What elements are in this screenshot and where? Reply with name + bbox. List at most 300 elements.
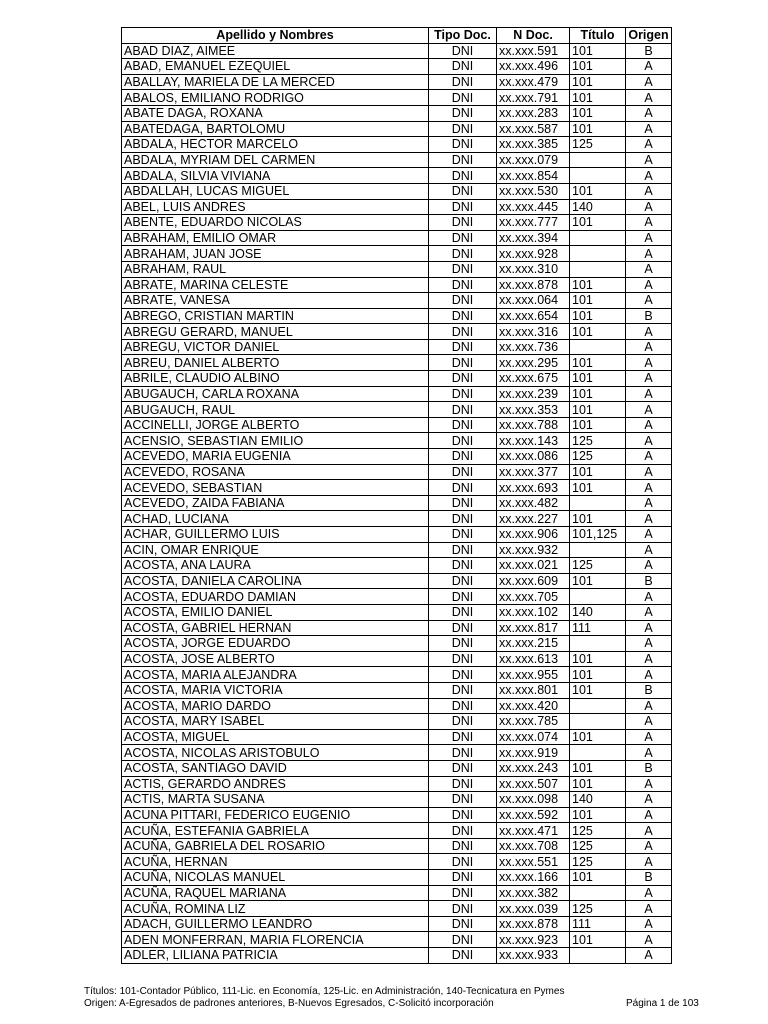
tipo-doc-cell: DNI <box>429 183 497 199</box>
n-doc-cell: xx.xxx.854 <box>497 168 570 184</box>
roster-body <box>122 43 672 963</box>
tipo-doc-cell: DNI <box>429 480 497 496</box>
origen-cell: A <box>626 714 672 730</box>
table-row <box>122 527 672 543</box>
titulo-cell: 101 <box>570 43 626 59</box>
n-doc-cell: xx.xxx.791 <box>497 90 570 106</box>
n-doc-cell: xx.xxx.215 <box>497 636 570 652</box>
name-cell: ADEN MONFERRAN, MARIA FLORENCIA <box>122 932 429 948</box>
n-doc-cell: xx.xxx.932 <box>497 542 570 558</box>
origen-cell: A <box>626 324 672 340</box>
titulo-cell: 125 <box>570 901 626 917</box>
n-doc-cell: xx.xxx.471 <box>497 823 570 839</box>
tipo-doc-cell: DNI <box>429 105 497 121</box>
name-cell: ABREGU, VICTOR DANIEL <box>122 339 429 355</box>
table-row <box>122 59 672 75</box>
table-row <box>122 433 672 449</box>
tipo-doc-cell: DNI <box>429 495 497 511</box>
titulo-cell: 101 <box>570 417 626 433</box>
origen-cell: A <box>626 449 672 465</box>
name-cell: ACUÑA, GABRIELA DEL ROSARIO <box>122 838 429 854</box>
n-doc-cell: xx.xxx.316 <box>497 324 570 340</box>
n-doc-cell: xx.xxx.923 <box>497 932 570 948</box>
titulo-cell: 101 <box>570 277 626 293</box>
name-cell: ABAD DIAZ, AIMEE <box>122 43 429 59</box>
name-cell: ACOSTA, ANA LAURA <box>122 558 429 574</box>
table-row <box>122 573 672 589</box>
n-doc-cell: xx.xxx.817 <box>497 620 570 636</box>
origen-cell: B <box>626 43 672 59</box>
tipo-doc-cell: DNI <box>429 823 497 839</box>
name-cell: ABENTE, EDUARDO NICOLAS <box>122 215 429 231</box>
titulo-cell: 111 <box>570 620 626 636</box>
table-row <box>122 121 672 137</box>
header-titulo: Título <box>570 28 626 44</box>
name-cell: ABDALA, MYRIAM DEL CARMEN <box>122 152 429 168</box>
n-doc-cell: xx.xxx.382 <box>497 885 570 901</box>
origen-cell: A <box>626 776 672 792</box>
table-row <box>122 402 672 418</box>
name-cell: ACOSTA, MARIA ALEJANDRA <box>122 667 429 683</box>
name-cell: ABDALA, HECTOR MARCELO <box>122 137 429 153</box>
footer-titulos-legend: Títulos: 101-Contador Público, 111-Lic. en Economía, 125-Lic. en Administración, 140-Tecnicatura en Pymes <box>84 986 565 997</box>
table-row <box>122 105 672 121</box>
table-row <box>122 293 672 309</box>
titulo-cell <box>570 698 626 714</box>
tipo-doc-cell: DNI <box>429 745 497 761</box>
tipo-doc-cell: DNI <box>429 682 497 698</box>
origen-cell: A <box>626 168 672 184</box>
origen-cell: A <box>626 371 672 387</box>
tipo-doc-cell: DNI <box>429 215 497 231</box>
origen-cell: A <box>626 215 672 231</box>
table-row <box>122 324 672 340</box>
origen-cell: A <box>626 355 672 371</box>
tipo-doc-cell: DNI <box>429 371 497 387</box>
tipo-doc-cell: DNI <box>429 636 497 652</box>
name-cell: ABRILE, CLAUDIO ALBINO <box>122 371 429 387</box>
header-n-doc: N Doc. <box>497 28 570 44</box>
titulo-cell: 101 <box>570 667 626 683</box>
header-row <box>122 28 672 44</box>
titulo-cell: 125 <box>570 558 626 574</box>
table-row <box>122 823 672 839</box>
titulo-cell: 125 <box>570 137 626 153</box>
table-row <box>122 651 672 667</box>
table-row <box>122 838 672 854</box>
origen-cell: A <box>626 558 672 574</box>
n-doc-cell: xx.xxx.064 <box>497 293 570 309</box>
table-row <box>122 511 672 527</box>
titulo-cell: 101 <box>570 682 626 698</box>
n-doc-cell: xx.xxx.587 <box>497 121 570 137</box>
titulo-cell: 101 <box>570 932 626 948</box>
n-doc-cell: xx.xxx.445 <box>497 199 570 215</box>
name-cell: ACEVEDO, ROSANA <box>122 464 429 480</box>
origen-cell: A <box>626 916 672 932</box>
origen-cell: A <box>626 105 672 121</box>
name-cell: ACHAD, LUCIANA <box>122 511 429 527</box>
table-row <box>122 714 672 730</box>
table-row <box>122 183 672 199</box>
titulo-cell: 101 <box>570 74 626 90</box>
tipo-doc-cell: DNI <box>429 698 497 714</box>
titulo-cell: 101 <box>570 308 626 324</box>
name-cell: ACTIS, MARTA SUSANA <box>122 792 429 808</box>
origen-cell: A <box>626 480 672 496</box>
table-row <box>122 901 672 917</box>
n-doc-cell: xx.xxx.507 <box>497 776 570 792</box>
origen-cell: A <box>626 402 672 418</box>
tipo-doc-cell: DNI <box>429 573 497 589</box>
n-doc-cell: xx.xxx.166 <box>497 870 570 886</box>
table-row <box>122 745 672 761</box>
origen-cell: A <box>626 495 672 511</box>
name-cell: ABRATE, MARINA CELESTE <box>122 277 429 293</box>
n-doc-cell: xx.xxx.283 <box>497 105 570 121</box>
n-doc-cell: xx.xxx.102 <box>497 604 570 620</box>
titulo-cell <box>570 542 626 558</box>
tipo-doc-cell: DNI <box>429 355 497 371</box>
header-apellido-nombres: Apellido y Nombres <box>122 28 429 44</box>
table-row <box>122 792 672 808</box>
table-row <box>122 43 672 59</box>
titulo-cell: 101,125 <box>570 527 626 543</box>
titulo-cell: 125 <box>570 449 626 465</box>
name-cell: ABUGAUCH, CARLA ROXANA <box>122 386 429 402</box>
name-cell: ABREU, DANIEL ALBERTO <box>122 355 429 371</box>
name-cell: ACOSTA, DANIELA CAROLINA <box>122 573 429 589</box>
name-cell: ACENSIO, SEBASTIAN EMILIO <box>122 433 429 449</box>
tipo-doc-cell: DNI <box>429 277 497 293</box>
n-doc-cell: xx.xxx.801 <box>497 682 570 698</box>
table-row <box>122 667 672 683</box>
tipo-doc-cell: DNI <box>429 885 497 901</box>
table-row <box>122 558 672 574</box>
name-cell: ABRAHAM, RAUL <box>122 261 429 277</box>
table-row <box>122 168 672 184</box>
tipo-doc-cell: DNI <box>429 776 497 792</box>
n-doc-cell: xx.xxx.654 <box>497 308 570 324</box>
table-row <box>122 137 672 153</box>
name-cell: ABUGAUCH, RAUL <box>122 402 429 418</box>
tipo-doc-cell: DNI <box>429 246 497 262</box>
origen-cell: A <box>626 620 672 636</box>
table-row <box>122 480 672 496</box>
n-doc-cell: xx.xxx.021 <box>497 558 570 574</box>
table-row <box>122 948 672 964</box>
tipo-doc-cell: DNI <box>429 511 497 527</box>
table-row <box>122 215 672 231</box>
titulo-cell: 101 <box>570 402 626 418</box>
table-row <box>122 542 672 558</box>
tipo-doc-cell: DNI <box>429 932 497 948</box>
name-cell: ADLER, LILIANA PATRICIA <box>122 948 429 964</box>
table-row <box>122 885 672 901</box>
name-cell: ABDALA, SILVIA VIVIANA <box>122 168 429 184</box>
table-row <box>122 636 672 652</box>
tipo-doc-cell: DNI <box>429 168 497 184</box>
origen-cell: A <box>626 511 672 527</box>
name-cell: ACHAR, GUILLERMO LUIS <box>122 527 429 543</box>
n-doc-cell: xx.xxx.420 <box>497 698 570 714</box>
n-doc-cell: xx.xxx.777 <box>497 215 570 231</box>
table-row <box>122 698 672 714</box>
table-row <box>122 74 672 90</box>
name-cell: ACOSTA, MARY ISABEL <box>122 714 429 730</box>
n-doc-cell: xx.xxx.039 <box>497 901 570 917</box>
n-doc-cell: xx.xxx.928 <box>497 246 570 262</box>
n-doc-cell: xx.xxx.591 <box>497 43 570 59</box>
titulo-cell: 101 <box>570 183 626 199</box>
origen-cell: A <box>626 823 672 839</box>
tipo-doc-cell: DNI <box>429 916 497 932</box>
origen-cell: A <box>626 261 672 277</box>
name-cell: ACEVEDO, MARIA EUGENIA <box>122 449 429 465</box>
table-row <box>122 870 672 886</box>
titulo-cell: 101 <box>570 371 626 387</box>
name-cell: ACCINELLI, JORGE ALBERTO <box>122 417 429 433</box>
n-doc-cell: xx.xxx.394 <box>497 230 570 246</box>
tipo-doc-cell: DNI <box>429 760 497 776</box>
name-cell: ACUÑA, RAQUEL MARIANA <box>122 885 429 901</box>
table-row <box>122 339 672 355</box>
origen-cell: A <box>626 137 672 153</box>
tipo-doc-cell: DNI <box>429 870 497 886</box>
titulo-cell: 101 <box>570 324 626 340</box>
origen-cell: A <box>626 885 672 901</box>
n-doc-cell: xx.xxx.310 <box>497 261 570 277</box>
name-cell: ACOSTA, MIGUEL <box>122 729 429 745</box>
table-row <box>122 854 672 870</box>
titulo-cell: 101 <box>570 760 626 776</box>
n-doc-cell: xx.xxx.227 <box>497 511 570 527</box>
header-origen: Origen <box>626 28 672 44</box>
titulo-cell <box>570 339 626 355</box>
origen-cell: A <box>626 589 672 605</box>
titulo-cell: 101 <box>570 651 626 667</box>
tipo-doc-cell: DNI <box>429 558 497 574</box>
n-doc-cell: xx.xxx.530 <box>497 183 570 199</box>
origen-cell: A <box>626 417 672 433</box>
origen-cell: A <box>626 854 672 870</box>
titulo-cell: 101 <box>570 386 626 402</box>
titulo-cell: 125 <box>570 854 626 870</box>
n-doc-cell: xx.xxx.592 <box>497 807 570 823</box>
origen-cell: A <box>626 433 672 449</box>
titulo-cell <box>570 261 626 277</box>
titulo-cell <box>570 230 626 246</box>
table-row <box>122 932 672 948</box>
tipo-doc-cell: DNI <box>429 137 497 153</box>
origen-cell: A <box>626 932 672 948</box>
titulo-cell: 101 <box>570 464 626 480</box>
table-row <box>122 495 672 511</box>
titulo-cell <box>570 636 626 652</box>
tipo-doc-cell: DNI <box>429 339 497 355</box>
table-row <box>122 371 672 387</box>
name-cell: ACUÑA, ESTEFANIA GABRIELA <box>122 823 429 839</box>
origen-cell: A <box>626 339 672 355</box>
table-row <box>122 199 672 215</box>
tipo-doc-cell: DNI <box>429 948 497 964</box>
origen-cell: A <box>626 74 672 90</box>
name-cell: ACTIS, GERARDO ANDRES <box>122 776 429 792</box>
table-row <box>122 261 672 277</box>
titulo-cell: 101 <box>570 215 626 231</box>
tipo-doc-cell: DNI <box>429 527 497 543</box>
origen-cell: A <box>626 948 672 964</box>
n-doc-cell: xx.xxx.933 <box>497 948 570 964</box>
origen-cell: A <box>626 527 672 543</box>
origen-cell: A <box>626 230 672 246</box>
tipo-doc-cell: DNI <box>429 90 497 106</box>
table-row <box>122 464 672 480</box>
tipo-doc-cell: DNI <box>429 152 497 168</box>
n-doc-cell: xx.xxx.736 <box>497 339 570 355</box>
n-doc-cell: xx.xxx.377 <box>497 464 570 480</box>
tipo-doc-cell: DNI <box>429 854 497 870</box>
titulo-cell <box>570 495 626 511</box>
titulo-cell: 140 <box>570 604 626 620</box>
n-doc-cell: xx.xxx.878 <box>497 916 570 932</box>
table-row <box>122 776 672 792</box>
name-cell: ACIN, OMAR ENRIQUE <box>122 542 429 558</box>
name-cell: ACUÑA, HERNAN <box>122 854 429 870</box>
name-cell: ADACH, GUILLERMO LEANDRO <box>122 916 429 932</box>
n-doc-cell: xx.xxx.074 <box>497 729 570 745</box>
table-row <box>122 589 672 605</box>
titulo-cell <box>570 152 626 168</box>
origen-cell: A <box>626 464 672 480</box>
n-doc-cell: xx.xxx.239 <box>497 386 570 402</box>
tipo-doc-cell: DNI <box>429 792 497 808</box>
n-doc-cell: xx.xxx.906 <box>497 527 570 543</box>
titulo-cell: 101 <box>570 573 626 589</box>
titulo-cell: 140 <box>570 792 626 808</box>
name-cell: ACOSTA, NICOLAS ARISTOBULO <box>122 745 429 761</box>
tipo-doc-cell: DNI <box>429 386 497 402</box>
titulo-cell: 101 <box>570 480 626 496</box>
titulo-cell <box>570 885 626 901</box>
titulo-cell <box>570 246 626 262</box>
name-cell: ACOSTA, EDUARDO DAMIAN <box>122 589 429 605</box>
origen-cell: A <box>626 729 672 745</box>
tipo-doc-cell: DNI <box>429 59 497 75</box>
name-cell: ACOSTA, JORGE EDUARDO <box>122 636 429 652</box>
footer-origen-legend: Origen: A-Egresados de padrones anteriores, B-Nuevos Egresados, C-Solicitó incorporación <box>84 998 494 1009</box>
origen-cell: A <box>626 698 672 714</box>
n-doc-cell: xx.xxx.705 <box>497 589 570 605</box>
titulo-cell: 101 <box>570 807 626 823</box>
table-row <box>122 729 672 745</box>
n-doc-cell: xx.xxx.479 <box>497 74 570 90</box>
name-cell: ABALLAY, MARIELA DE LA MERCED <box>122 74 429 90</box>
name-cell: ACUÑA, NICOLAS MANUEL <box>122 870 429 886</box>
tipo-doc-cell: DNI <box>429 667 497 683</box>
n-doc-cell: xx.xxx.613 <box>497 651 570 667</box>
table-row <box>122 246 672 262</box>
origen-cell: B <box>626 573 672 589</box>
n-doc-cell: xx.xxx.079 <box>497 152 570 168</box>
tipo-doc-cell: DNI <box>429 729 497 745</box>
n-doc-cell: xx.xxx.693 <box>497 480 570 496</box>
titulo-cell <box>570 714 626 730</box>
titulo-cell: 101 <box>570 105 626 121</box>
origen-cell: A <box>626 293 672 309</box>
name-cell: ACOSTA, MARIO DARDO <box>122 698 429 714</box>
n-doc-cell: xx.xxx.878 <box>497 277 570 293</box>
name-cell: ACUÑA, ROMINA LIZ <box>122 901 429 917</box>
tipo-doc-cell: DNI <box>429 714 497 730</box>
tipo-doc-cell: DNI <box>429 293 497 309</box>
name-cell: ABATEDAGA, BARTOLOMU <box>122 121 429 137</box>
n-doc-cell: xx.xxx.609 <box>497 573 570 589</box>
origen-cell: A <box>626 745 672 761</box>
table-row <box>122 277 672 293</box>
titulo-cell <box>570 948 626 964</box>
origen-cell: A <box>626 90 672 106</box>
titulo-cell: 101 <box>570 776 626 792</box>
name-cell: ABREGU GERARD, MANUEL <box>122 324 429 340</box>
tipo-doc-cell: DNI <box>429 604 497 620</box>
titulo-cell: 125 <box>570 823 626 839</box>
name-cell: ABALOS, EMILIANO RODRIGO <box>122 90 429 106</box>
origen-cell: B <box>626 760 672 776</box>
origen-cell: A <box>626 59 672 75</box>
tipo-doc-cell: DNI <box>429 199 497 215</box>
n-doc-cell: xx.xxx.788 <box>497 417 570 433</box>
origen-cell: A <box>626 246 672 262</box>
n-doc-cell: xx.xxx.675 <box>497 371 570 387</box>
name-cell: ABRATE, VANESA <box>122 293 429 309</box>
name-cell: ABRAHAM, JUAN JOSE <box>122 246 429 262</box>
titulo-cell <box>570 745 626 761</box>
tipo-doc-cell: DNI <box>429 433 497 449</box>
n-doc-cell: xx.xxx.243 <box>497 760 570 776</box>
tipo-doc-cell: DNI <box>429 402 497 418</box>
name-cell: ACEVEDO, ZAIDA FABIANA <box>122 495 429 511</box>
table-row <box>122 152 672 168</box>
tipo-doc-cell: DNI <box>429 838 497 854</box>
origen-cell: A <box>626 667 672 683</box>
name-cell: ACOSTA, GABRIEL HERNAN <box>122 620 429 636</box>
titulo-cell: 125 <box>570 838 626 854</box>
origen-cell: A <box>626 542 672 558</box>
titulo-cell: 101 <box>570 355 626 371</box>
titulo-cell: 101 <box>570 59 626 75</box>
n-doc-cell: xx.xxx.143 <box>497 433 570 449</box>
tipo-doc-cell: DNI <box>429 308 497 324</box>
tipo-doc-cell: DNI <box>429 43 497 59</box>
origen-cell: A <box>626 121 672 137</box>
name-cell: ACOSTA, SANTIAGO DAVID <box>122 760 429 776</box>
origen-cell: A <box>626 901 672 917</box>
tipo-doc-cell: DNI <box>429 324 497 340</box>
tipo-doc-cell: DNI <box>429 651 497 667</box>
name-cell: ACEVEDO, SEBASTIAN <box>122 480 429 496</box>
origen-cell: A <box>626 604 672 620</box>
table-row <box>122 355 672 371</box>
tipo-doc-cell: DNI <box>429 542 497 558</box>
origen-cell: A <box>626 636 672 652</box>
n-doc-cell: xx.xxx.353 <box>497 402 570 418</box>
name-cell: ABAD, EMANUEL EZEQUIEL <box>122 59 429 75</box>
roster-table <box>121 27 672 964</box>
n-doc-cell: xx.xxx.295 <box>497 355 570 371</box>
tipo-doc-cell: DNI <box>429 589 497 605</box>
titulo-cell: 101 <box>570 90 626 106</box>
